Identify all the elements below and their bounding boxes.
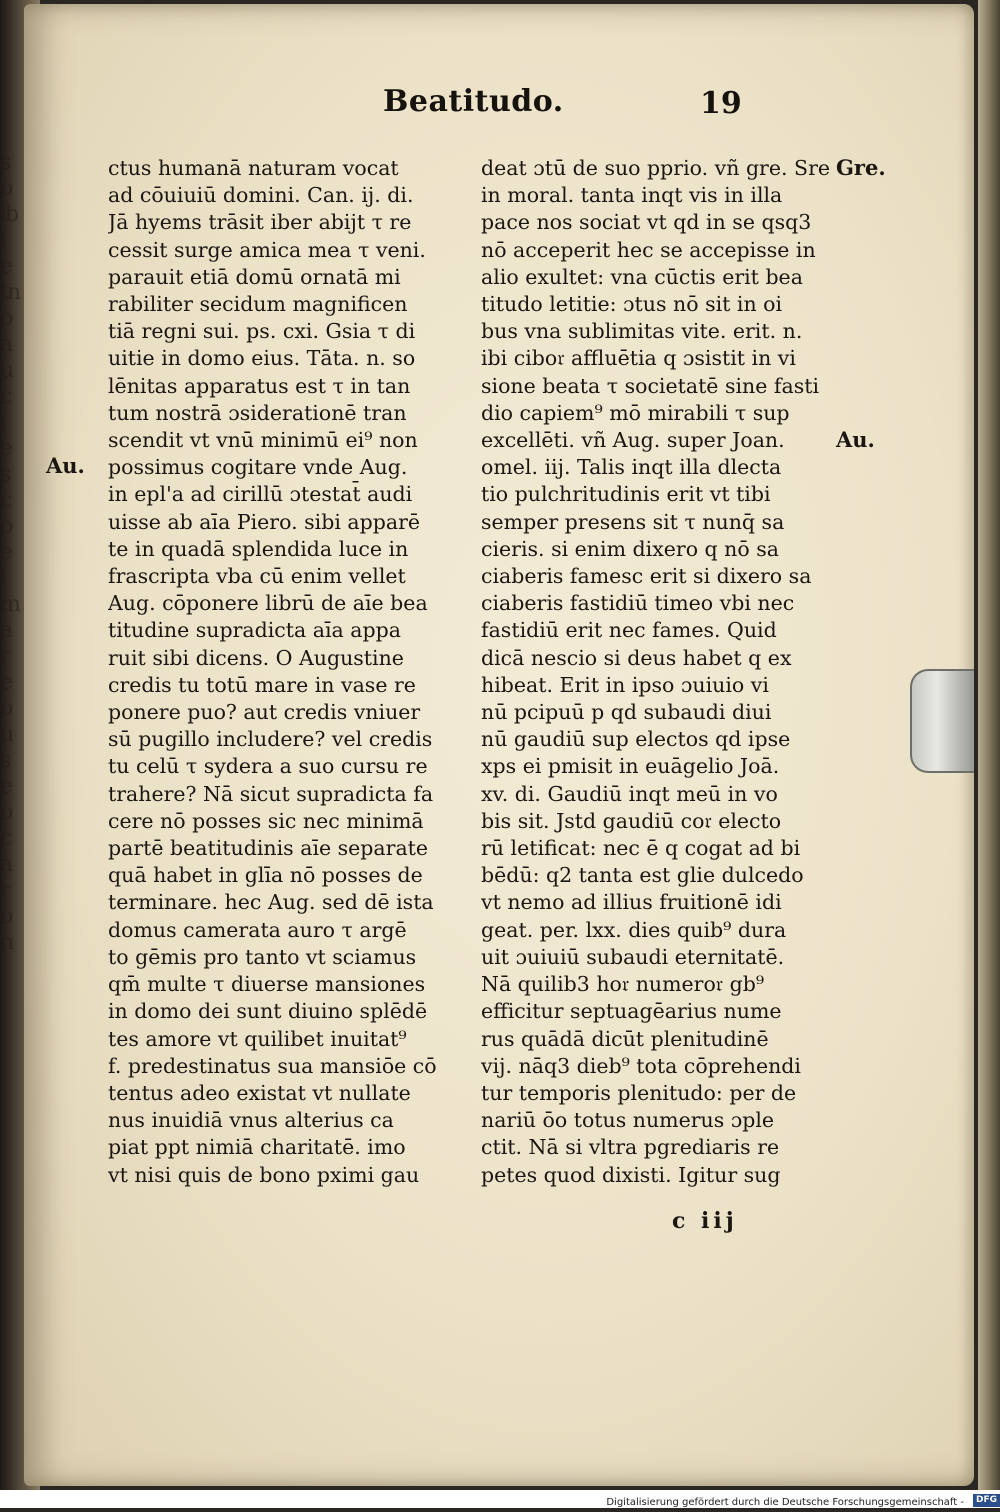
text-line: piat ppt nimiā charitatē. imo xyxy=(108,1135,406,1160)
text-line: uitie in domo eius. Tāta. n. so xyxy=(108,346,416,371)
text-line: semper presens sit τ nunq̄ sa xyxy=(481,509,785,534)
text-line: pace nos sociat vt qd in se qsq3 xyxy=(481,210,812,235)
text-line: frascripta vba cū enim vellet xyxy=(108,564,406,589)
text-line: nū pcipuū p qd subaudi diui xyxy=(481,700,772,725)
text-line: nū gaudiū sup electos qd ipse xyxy=(481,727,791,752)
text-line: to gēmis pro tanto vt sciamus xyxy=(108,944,417,969)
text-line: dicā nescio si deus habet q ex xyxy=(481,645,792,670)
text-line: titudine supradicta aīa appa xyxy=(108,618,401,643)
text-line: sione beata τ societatē sine fasti xyxy=(481,373,820,398)
text-line: bus vna sublimitas vite. erit. n. xyxy=(481,319,803,344)
text-line: qm̄ multe τ diuerse mansiones xyxy=(108,972,426,997)
text-line: bis sit. Jstd gaudiū co𝔯 electo xyxy=(481,808,782,833)
text-line: bēdū: q2 tanta est glie dulcedo xyxy=(481,863,804,888)
text-line: Nā quilib3 ho𝔯 numero𝔯 gb⁹ xyxy=(481,972,765,997)
text-line: xv. di. Gaudiū inqt meū in vo xyxy=(481,781,778,806)
page-stack-edge xyxy=(978,0,1000,1490)
text-line: tur temporis plenitudo: per de xyxy=(481,1080,797,1105)
text-line: ciaberis famesc erit si dixero sa xyxy=(481,564,812,589)
text-line: rabiliter secidum magnificen xyxy=(108,292,408,317)
text-line: uit ɔuiuiū subaudi eternitatē. xyxy=(481,944,785,969)
text-line: tiā regni sui. ps. cxi. Gsia τ di xyxy=(108,319,416,344)
text-line: cere nō posses sic nec minimā xyxy=(108,808,424,833)
text-line: lēnitas apparatus est τ in tan xyxy=(108,373,411,398)
text-line: vt nisi quis de bono pximi gau xyxy=(108,1162,420,1187)
text-line: possimus cogitare vnde Aug. xyxy=(108,455,408,480)
footer-bar xyxy=(0,1490,1000,1508)
text-line: petes quod dixisti. Igitur sug xyxy=(481,1162,781,1187)
text-line: ruit sibi dicens. O Augustine xyxy=(108,645,404,670)
text-line: domus camerata auro τ argē xyxy=(108,917,407,942)
text-line: trahere? Nā sicut supradicta fa xyxy=(108,781,434,806)
text-line: nariū ōo totus numerus ɔple xyxy=(481,1108,775,1133)
text-line: ponere puo? aut credis vniuer xyxy=(108,700,421,725)
text-line: tes amore vt quilibet inuitat⁹ xyxy=(108,1026,407,1051)
text-line: in domo dei sunt diuino splēdē xyxy=(108,999,428,1024)
text-column-left xyxy=(108,155,460,1189)
text-line: dio capiem⁹ mō mirabili τ sup xyxy=(481,400,790,425)
text-line: te in quadā splendida luce in xyxy=(108,536,409,561)
text-line: scendit vt vnū minimū ei⁹ non xyxy=(108,428,418,453)
text-line: Aug. cōponere librū de aīe bea xyxy=(108,591,428,616)
text-line: quā habet in glīa nō posses de xyxy=(108,863,423,888)
text-line: alio exultet: vna cūctis erit bea xyxy=(481,264,803,289)
margin-note-right-mid: Au. xyxy=(836,427,875,452)
text-line: ctus humanā naturam vocat xyxy=(108,156,399,180)
text-line: parauit etiā domū ornatā mi xyxy=(108,264,401,289)
text-line: excellēti. vñ Aug. super Joan. xyxy=(481,428,785,453)
text-line: Jā hyems trāsit iber abijt τ re xyxy=(108,210,412,235)
text-line: fastidiū erit nec fames. Quid xyxy=(481,618,777,643)
text-line: tio pulchritudinis erit vt tibi xyxy=(481,482,771,507)
text-line: tentus adeo existat vt nullate xyxy=(108,1080,411,1105)
text-line: vt nemo ad illius fruitionē idi xyxy=(481,890,782,915)
signature-mark: c iij xyxy=(672,1208,738,1234)
text-line: ad cōuiuiū domini. Can. ij. di. xyxy=(108,183,414,208)
text-line: ibi cibo𝔯 affluētia q ɔsistit in vi xyxy=(481,346,796,371)
text-line: efficitur septuagēarius nume xyxy=(481,999,782,1024)
running-title: Beatitudo. xyxy=(383,84,564,119)
text-line: hibeat. Erit in ipso ɔuiuio vi xyxy=(481,672,769,697)
page-clip xyxy=(910,669,974,773)
text-line: geat. per. lxx. dies quib⁹ dura xyxy=(481,917,787,942)
margin-note-left: Au. xyxy=(46,453,85,478)
text-line: tum nostrā ɔsiderationē tran xyxy=(108,400,407,425)
margin-note-right-top: Gre. xyxy=(836,155,886,180)
text-line: credis tu totū mare in vase re xyxy=(108,672,416,697)
text-line: titudo letitie: ɔtus nō sit in oi xyxy=(481,292,783,317)
text-line: rus quādā dicūt plenitudinē xyxy=(481,1026,769,1051)
text-line: tu celū τ sydera a suo cursu re xyxy=(108,754,428,779)
text-line: in moral. tanta inqt vis in illa xyxy=(481,183,783,208)
text-line: uisse ab aīa Piero. sibi apparē xyxy=(108,509,421,534)
text-line: cessit surge amica mea τ veni. xyxy=(108,237,426,262)
footer-credit: Digitalisierung gefördert durch die Deutsche Forschungsgemeinschaft - xyxy=(606,1497,964,1508)
text-line: nus inuidiā vnus alterius ca xyxy=(108,1108,394,1133)
facing-page-sliver: s o ib i e tn o a u c i e s c o e i m a r e o u s e o c a r o n xyxy=(0,150,20,955)
text-line: partē beatitudinis aīe separate xyxy=(108,836,429,861)
text-line: ctit. Nā si vltra pgrediaris re xyxy=(481,1135,780,1160)
text-line: vij. nāq3 dieb⁹ tota cōprehendi xyxy=(481,1053,801,1078)
text-line: nō acceperit hec se accepisse in xyxy=(481,237,816,262)
text-line: ciaberis fastidiū timeo vbi nec xyxy=(481,591,795,616)
text-line: xps ei pmisit in euāgelio Joā. xyxy=(481,754,780,779)
text-line: deat ɔtū de suo pprio. vñ gre. Sre xyxy=(481,156,831,180)
text-column-right xyxy=(481,155,833,1189)
text-line: sū pugillo includere? vel credis xyxy=(108,727,433,752)
dfg-logo: DFG xyxy=(973,1494,1000,1507)
text-line: rū letificat: nec ē q cogat ad bi xyxy=(481,836,801,861)
text-line: terminare. hec Aug. sed dē ista xyxy=(108,890,434,915)
text-line: cieris. si enim dixero q nō sa xyxy=(481,536,779,561)
text-line: omel. iij. Talis inqt illa dlecta xyxy=(481,455,782,480)
text-line: f. predestinatus sua mansiōe cō xyxy=(108,1053,437,1078)
text-line: in epl'a ad cirillū ɔtestat̄ audi xyxy=(108,482,413,507)
folio-number: 19 xyxy=(700,86,742,121)
